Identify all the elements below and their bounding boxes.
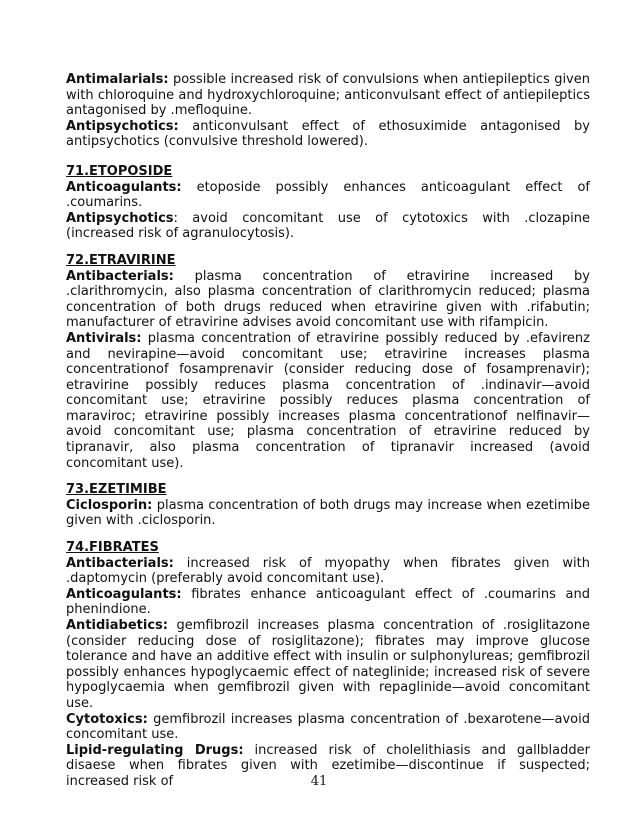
entry-term: Antibacterials: [66,555,174,571]
section-etravirine [66,253,590,471]
entry-antivirals [66,331,590,471]
entry-antimalarials [66,72,590,119]
entry-ciclosporin [66,498,590,529]
entry-term: Anticoagulants: [66,179,182,195]
entry-term: Ciclosporin: [66,497,153,513]
entry-term: Antibacterials: [66,268,174,284]
entry-antidiabetics [66,618,590,712]
entry-antibacterials [66,269,590,331]
section-ezetimibe [66,482,590,529]
entry-text: anticonvulsant effect of ethosuximide antagonised by antipsychotics (convulsive threshold lowered). [66,118,590,150]
entry-antipsychotics [66,119,590,150]
entry-anticoagulants [66,180,590,211]
section-fibrates [66,540,590,790]
section-heading: 72.ETRAVIRINE [66,252,176,268]
entry-text: plasma concentration of etravirine increased by .clarithromycin, also plasma concentration of clarithromycin reduced; plasma concentration of both drugs reduced when etravirine given with .rifabutin; manufacturer of etravirine advises avoid concomitant use with rifampicin. [66,268,590,331]
page-number: 41 [310,774,328,789]
entry-cytotoxics [66,712,590,743]
entry-text: possible increased risk of convulsions when antiepileptics given with chloroquine and hydroxychloroquine; anticonvulsant effect of antiepileptics antagonised by .mefloquine. [66,72,590,119]
section-continuation [66,72,590,150]
entry-text: etoposide possibly enhances anticoagulant effect of .coumarins. [66,179,590,211]
entry-text: : avoid concomitant use of cytotoxics with .clozapine (increased risk of agranulocytosis). [66,210,590,242]
entry-text: gemfibrozil increases plasma concentration of .rosiglitazone (consider reducing dose of rosiglitazone); fibrates may improve glucose tolerance and have an additive effect with insulin or sulphonylureas; gemfibrozil possibly enhances hypoglycaemic effect of nateglinide; increased risk of severe hypoglycaemia when gemfibrozil given with repaglinide—avoid concomitant use. [66,618,590,711]
entry-term: Cytotoxics: [66,711,148,727]
entry-text: plasma concentration of etravirine possibly reduced by .efavirenz and nevirapine—avoid concomitant use; etravirine increases plasma concentrationof fosamprenavir (consider reducing dose of fosamprenavir); etravirine possibly reduces plasma concentration of .indinavir—avoid concomitant use; etravirine possibly reduces plasma concentration of maraviroc; etravirine possibly increases plasma concentrationof nelfinavir—avoid concomitant use; plasma concentration of etravirine reduced by tipranavir, also plasma concentration of tipranavir increased (avoid concomitant use). [66,330,590,471]
entry-term: Antimalarials: [66,72,169,87]
entry-term: Antipsychotics [66,210,174,226]
entry-text: fibrates enhance anticoagulant effect of .coumarins and phenindione. [66,586,590,618]
section-heading: 71.ETOPOSIDE [66,163,173,179]
entry-term: Anticoagulants: [66,586,182,602]
entry-antibacterials [66,556,590,587]
page-body [66,72,590,790]
entry-term: Antipsychotics: [66,118,179,134]
entry-text: plasma concentration of both drugs may increase when ezetimibe given with .ciclosporin. [66,497,590,529]
section-etoposide [66,164,590,242]
entry-anticoagulants [66,587,590,618]
section-heading: 74.FIBRATES [66,540,159,556]
entry-text: increased risk of myopathy when fibrates given with .daptomycin (preferably avoid concomitant use). [66,555,590,587]
entry-term: Lipid-regulating Drugs: [66,742,244,758]
entry-text: gemfibrozil increases plasma concentration of .bexarotene—avoid concomitant use. [66,711,590,743]
entry-term: Antivirals: [66,330,142,346]
entry-term: Antidiabetics: [66,618,168,633]
section-heading: 73.EZETIMIBE [66,482,167,498]
entry-text: increased risk of cholelithiasis and gallbladder disaese when fibrates given with ezetimibe—discontinue if suspected; increased risk of [66,742,590,789]
entry-antipsychotics [66,211,590,242]
